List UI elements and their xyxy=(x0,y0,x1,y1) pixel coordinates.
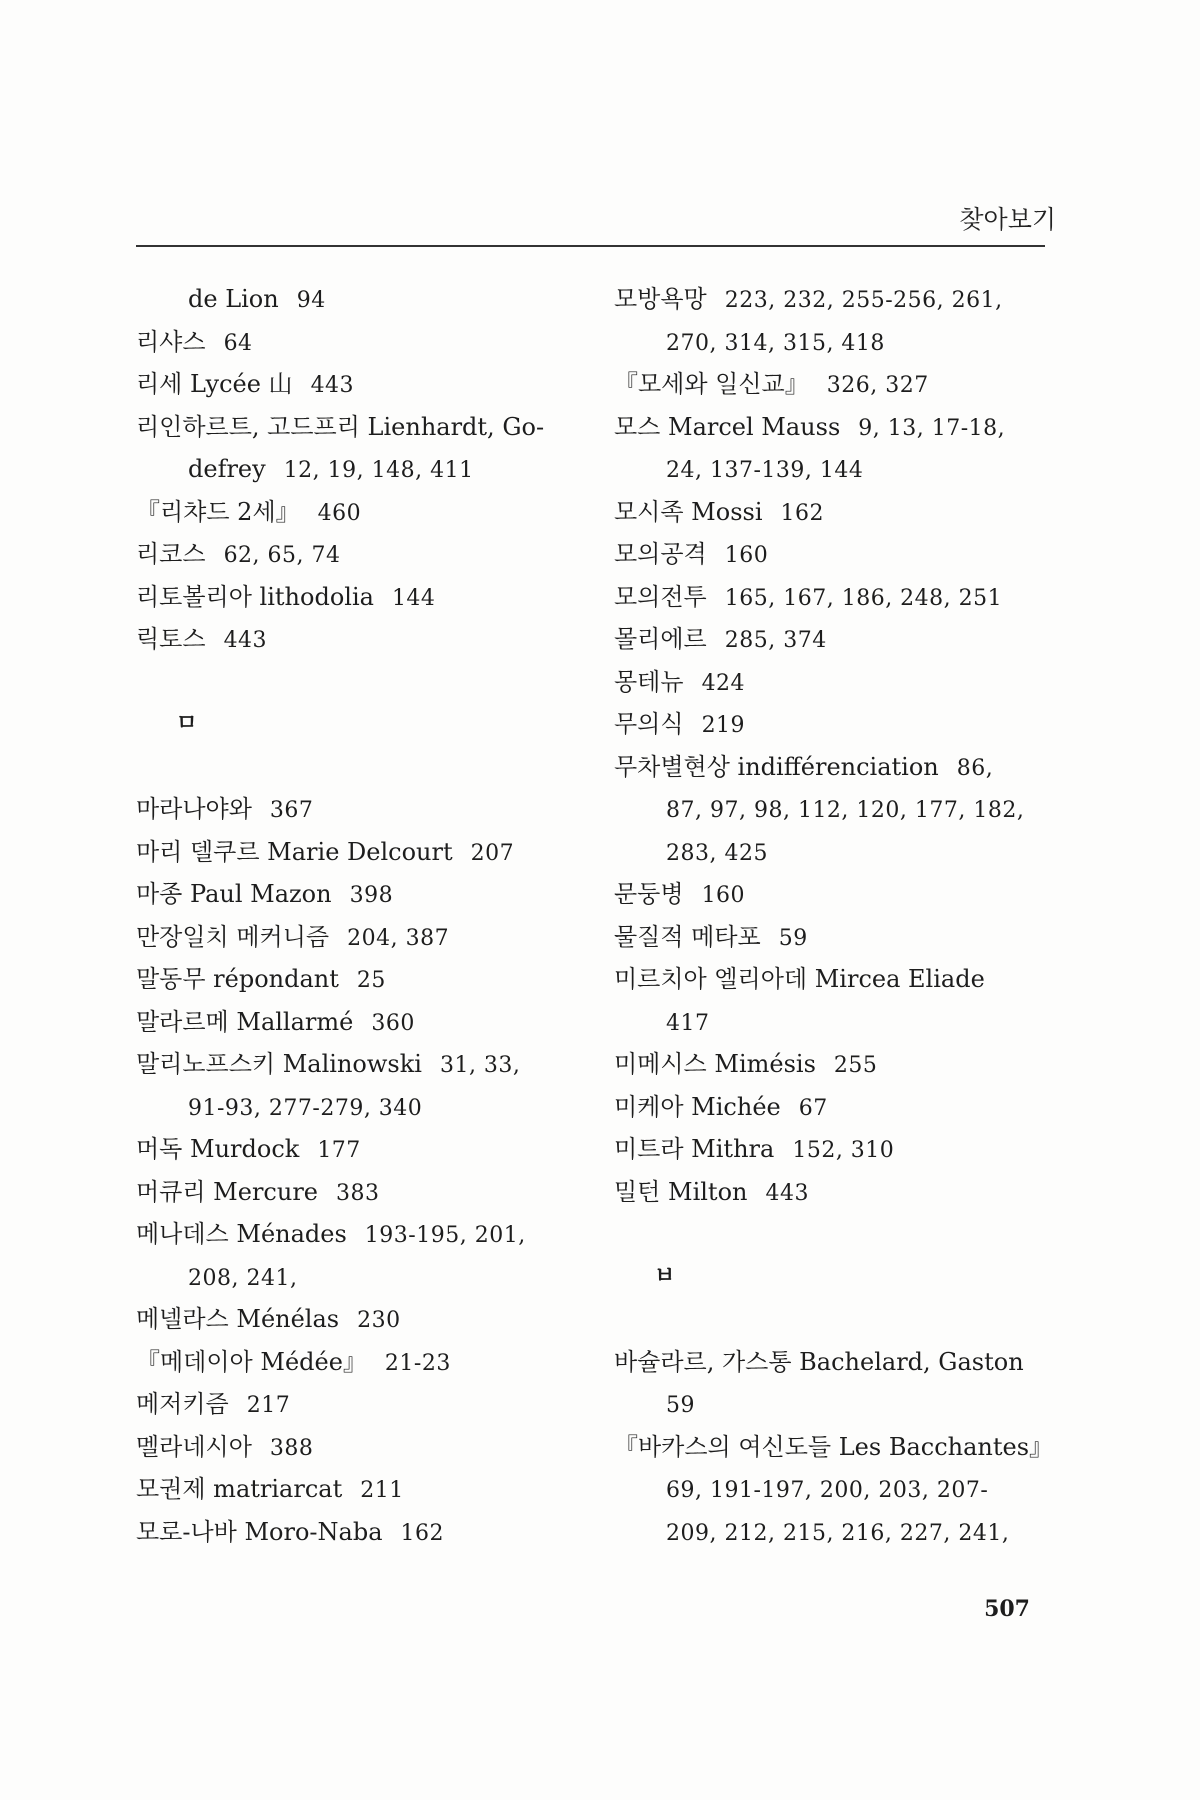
index-page-refs: 62, 65, 74 xyxy=(223,543,341,568)
index-page-refs: 211 xyxy=(360,1478,404,1503)
index-term: 모권제 matriarcat xyxy=(136,1475,343,1503)
index-term: 리인하르트, 고드프리 Lienhardt, Go- xyxy=(136,412,545,441)
index-page-refs: 21-23 xyxy=(384,1350,451,1376)
index-continuation-line xyxy=(136,1256,596,1299)
index-entry xyxy=(136,1171,596,1214)
index-page-refs: 383 xyxy=(336,1180,380,1206)
index-term: 릭토스 xyxy=(136,625,206,653)
index-page-refs: 388 xyxy=(269,1435,314,1461)
index-term: de Lion xyxy=(188,285,279,313)
index-entry xyxy=(136,321,596,364)
index-entry xyxy=(136,363,596,406)
index-page-refs: 223, 232, 255-256, 261, xyxy=(724,288,1003,313)
index-term: defrey xyxy=(188,455,266,483)
index-entry xyxy=(136,1001,596,1044)
index-page-refs: 94 xyxy=(296,288,326,313)
index-continuation-line xyxy=(136,278,596,321)
index-term: 말동무 répondant xyxy=(136,965,339,993)
index-term: 마리 델쿠르 Marie Delcourt xyxy=(136,837,453,866)
index-entry xyxy=(136,1383,596,1426)
index-term: 『리챠드 2세』 xyxy=(136,497,300,526)
index-term: 몰리에르 xyxy=(614,625,707,653)
section-letter: ㅁ xyxy=(176,711,198,736)
index-continuation-line xyxy=(614,1001,1064,1044)
index-term: 모스 Marcel Mauss xyxy=(614,412,841,441)
index-entry xyxy=(614,1341,1064,1384)
blank-line xyxy=(136,746,596,789)
index-term: 말리노프스키 Malinowski xyxy=(136,1050,422,1078)
index-term: 마라나야와 xyxy=(136,795,252,823)
index-column-right xyxy=(614,278,1064,1553)
blank-line xyxy=(136,661,596,704)
index-term: 미르치아 엘리아데 Mircea Eliade xyxy=(614,965,985,993)
index-term: 머큐리 Mercure xyxy=(136,1177,319,1206)
index-page-refs: 160 xyxy=(701,883,746,908)
index-page-refs: 208, 241, xyxy=(188,1265,298,1291)
index-continuation-line xyxy=(136,448,596,491)
index-term: 몽테뉴 xyxy=(614,667,684,696)
index-term: 모로-나바 Moro-Naba xyxy=(136,1517,383,1546)
index-page-refs: 59 xyxy=(666,1393,695,1418)
index-entry xyxy=(614,278,1064,321)
index-term: 모시족 Mossi xyxy=(614,497,763,526)
index-page-refs: 67 xyxy=(798,1095,828,1121)
index-page-refs: 69, 191-197, 200, 203, 207- xyxy=(666,1478,989,1503)
index-entry xyxy=(136,831,596,874)
index-page-refs: 460 xyxy=(317,500,362,526)
index-page-refs: 87, 97, 98, 112, 120, 177, 182, xyxy=(666,798,1025,823)
index-term: 만장일치 메커니즘 xyxy=(136,922,330,951)
index-term: 무차별현상 indifférenciation xyxy=(614,752,939,781)
index-page-refs: 219 xyxy=(701,713,746,738)
index-entry xyxy=(136,576,596,619)
index-entry xyxy=(136,1426,596,1469)
index-entry xyxy=(136,1043,596,1086)
index-page-refs: 209, 212, 215, 216, 227, 241, xyxy=(666,1520,1010,1546)
index-term: 리샤스 xyxy=(136,327,206,356)
index-entry xyxy=(614,958,1064,1001)
running-head: 찾아보기 xyxy=(959,205,1056,234)
index-entry xyxy=(614,703,1064,746)
index-entry xyxy=(136,958,596,1001)
index-entry xyxy=(614,916,1064,959)
index-page-refs: 204, 387 xyxy=(347,925,450,951)
index-continuation-line xyxy=(136,1086,596,1129)
index-page-refs: 230 xyxy=(357,1308,401,1333)
index-entry xyxy=(614,873,1064,916)
index-page-refs: 64 xyxy=(223,330,253,356)
index-page-refs: 177 xyxy=(317,1138,361,1163)
header-rule xyxy=(136,245,1045,247)
page-number: 507 xyxy=(984,1596,1030,1622)
index-page-refs: 86, xyxy=(956,755,994,781)
index-page-refs: 207 xyxy=(470,840,515,866)
index-entry xyxy=(614,746,1064,789)
index-entry xyxy=(136,1468,596,1511)
index-continuation-line xyxy=(614,1468,1064,1511)
index-entry xyxy=(136,916,596,959)
index-page-refs: 424 xyxy=(701,670,746,696)
index-entry xyxy=(614,576,1064,619)
index-term: 머독 Murdock xyxy=(136,1135,300,1163)
index-term: 메나데스 Ménades xyxy=(136,1220,347,1248)
index-term: 리토볼리아 lithodolia xyxy=(136,582,374,611)
index-term: 『메데이아 Médée』 xyxy=(136,1347,367,1376)
index-term: 바슐라르, 가스통 Bachelard, Gaston xyxy=(614,1347,1024,1376)
index-entry xyxy=(614,618,1064,661)
index-page-refs: 25 xyxy=(356,968,386,993)
index-page-refs: 165, 167, 186, 248, 251 xyxy=(724,585,1003,611)
index-entry xyxy=(136,1213,596,1256)
section-letter: ㅂ xyxy=(654,1263,676,1289)
index-entry xyxy=(136,533,596,576)
index-continuation-line xyxy=(614,788,1064,831)
index-term: 메저키즘 xyxy=(136,1390,229,1418)
index-term: 미트라 Mithra xyxy=(614,1135,775,1163)
index-term: 물질적 메타포 xyxy=(614,922,761,951)
index-page-refs: 9, 13, 17-18, xyxy=(858,415,1006,441)
index-entry xyxy=(136,873,596,916)
index-page-refs: 91-93, 277-279, 340 xyxy=(188,1095,423,1121)
index-page-refs: 285, 374 xyxy=(724,628,827,653)
index-page-refs: 367 xyxy=(269,798,314,823)
index-page-refs: 31, 33, xyxy=(439,1053,521,1078)
index-page-refs: 217 xyxy=(246,1393,291,1418)
index-term: 리세 Lycée 山 xyxy=(136,370,293,398)
index-entry xyxy=(614,661,1064,704)
index-entry xyxy=(614,491,1064,534)
index-entry xyxy=(136,1511,596,1554)
index-page-refs: 162 xyxy=(780,500,825,526)
index-page-refs: 12, 19, 148, 411 xyxy=(283,458,474,483)
index-term: 리코스 xyxy=(136,540,206,568)
index-entry xyxy=(614,533,1064,576)
index-entry xyxy=(136,788,596,831)
index-entry xyxy=(136,618,596,661)
index-page-refs: 443 xyxy=(765,1180,809,1206)
index-term: 멜라네시아 xyxy=(136,1432,252,1461)
index-term: 메넬라스 Ménélas xyxy=(136,1305,340,1333)
index-page-refs: 398 xyxy=(349,883,394,908)
index-page-refs: 443 xyxy=(310,373,355,398)
index-continuation-line xyxy=(614,1511,1064,1554)
index-term: 무의식 xyxy=(614,710,684,738)
index-term: 밀턴 Milton xyxy=(614,1177,748,1206)
index-continuation-line xyxy=(614,1383,1064,1426)
index-entry xyxy=(614,1128,1064,1171)
index-entry xyxy=(136,1298,596,1341)
index-page-refs: 255 xyxy=(833,1053,878,1078)
index-term: 모방욕망 xyxy=(614,285,707,313)
index-page-refs: 326, 327 xyxy=(826,373,929,398)
blank-line xyxy=(614,1213,1064,1256)
index-term: 마종 Paul Mazon xyxy=(136,880,332,908)
index-term: 미메시스 Mimésis xyxy=(614,1050,816,1078)
index-entry xyxy=(136,406,596,449)
index-continuation-line xyxy=(614,448,1064,491)
index-term: 문둥병 xyxy=(614,880,684,908)
index-entry xyxy=(614,363,1064,406)
index-page-refs: 443 xyxy=(223,628,268,653)
index-term: 모의공격 xyxy=(614,540,707,568)
index-page-refs: 360 xyxy=(371,1010,415,1036)
index-continuation-line xyxy=(614,831,1064,874)
index-term: 미케아 Michée xyxy=(614,1092,781,1121)
index-page-refs: 270, 314, 315, 418 xyxy=(666,330,885,356)
index-page-refs: 152, 310 xyxy=(792,1138,895,1163)
index-page-refs: 160 xyxy=(724,543,769,568)
index-entry xyxy=(614,1043,1064,1086)
index-entry xyxy=(614,1171,1064,1214)
index-term: 『바카스의 여신도들 Les Bacchantes』 xyxy=(614,1432,1054,1461)
index-page-refs: 193-195, 201, xyxy=(364,1223,526,1248)
index-entry xyxy=(614,1426,1064,1469)
index-page-refs: 59 xyxy=(778,925,808,951)
index-entry xyxy=(614,406,1064,449)
blank-line xyxy=(614,1298,1064,1341)
index-page-refs: 417 xyxy=(666,1010,710,1036)
index-entry xyxy=(614,1086,1064,1129)
index-entry xyxy=(136,1128,596,1171)
index-continuation-line xyxy=(614,321,1064,364)
index-page-refs: 144 xyxy=(391,585,436,611)
index-page-refs: 162 xyxy=(400,1520,445,1546)
index-column-left xyxy=(136,278,596,1553)
index-page-refs: 24, 137-139, 144 xyxy=(666,458,864,483)
index-term: 말라르메 Mallarmé xyxy=(136,1007,354,1036)
index-page-refs: 283, 425 xyxy=(666,840,768,866)
index-entry xyxy=(136,1341,596,1384)
index-term: 모의전투 xyxy=(614,582,707,611)
index-entry xyxy=(136,491,596,534)
index-term: 『모세와 일신교』 xyxy=(614,370,809,398)
